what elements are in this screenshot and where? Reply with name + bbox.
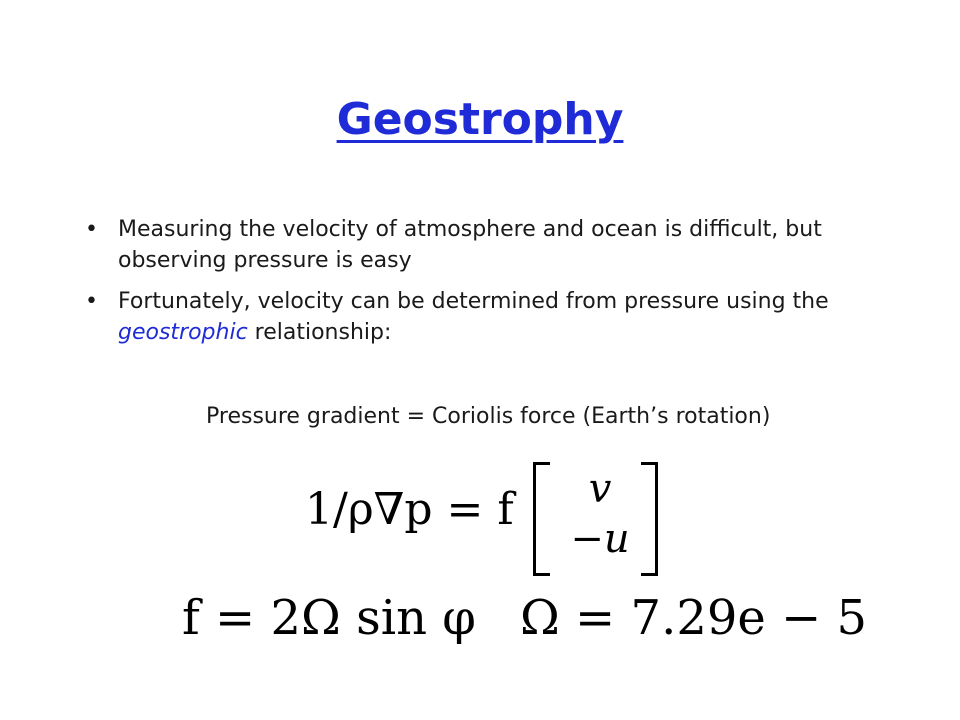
equation-lhs: 1/ρ∇p = f	[305, 484, 514, 535]
bullet-item	[118, 286, 878, 348]
pressure-coriolis-statement: Pressure gradient = Coriolis force (Earth’s rotation)	[206, 404, 771, 429]
bullet-text-pre: Fortunately, velocity can be determined from pressure using the	[118, 289, 829, 314]
bullet-item	[118, 214, 878, 276]
bullet-text-post: relationship:	[247, 320, 392, 345]
vector-bottom: −u	[570, 516, 630, 562]
bullet-list	[118, 214, 878, 358]
vector-top: v	[588, 466, 612, 512]
bullet-text: Measuring the velocity of atmosphere and ocean is difficult, but observing pressure is easy	[118, 217, 822, 273]
coriolis-parameter-equation: f = 2Ω sin φ	[182, 590, 476, 646]
highlighted-term: geostrophic	[118, 320, 248, 345]
slide-title: Geostrophy	[336, 94, 624, 145]
right-bracket	[641, 462, 658, 576]
earth-rotation-rate-equation: Ω = 7.29e − 5	[520, 590, 868, 646]
left-bracket	[533, 462, 550, 576]
